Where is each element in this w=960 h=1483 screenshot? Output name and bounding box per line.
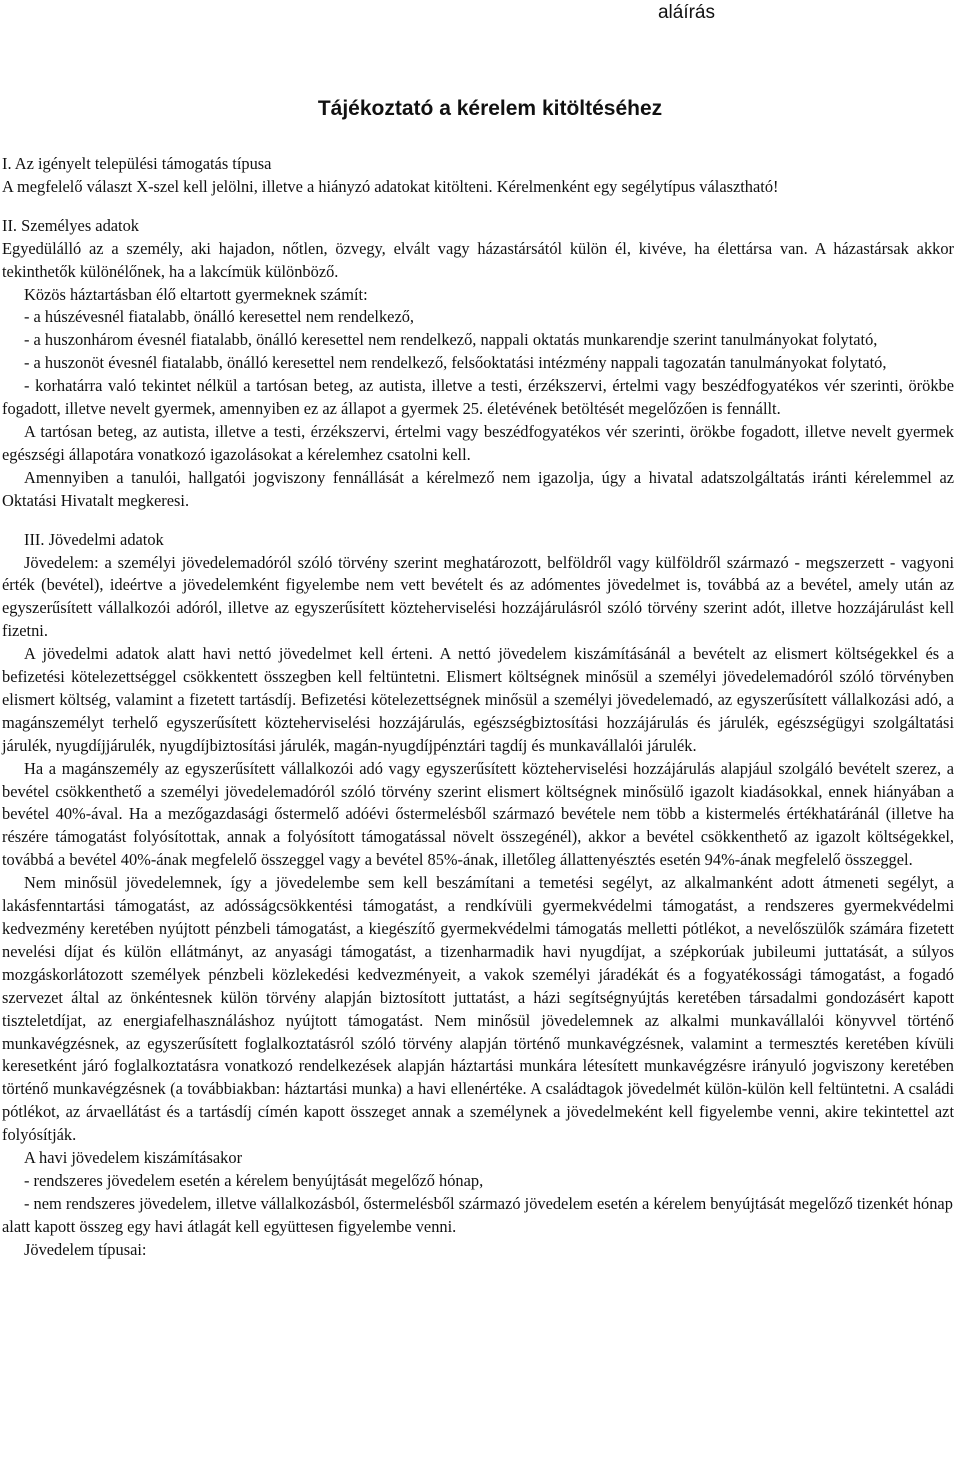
section-3-dash-2: - nem rendszeres jövedelem, illetve vállalkozásból, őstermelésből származó jövedelem esetén a kérelem benyújtását megelőző tizenkét hónap [24,1193,953,1213]
section-3-paragraph-6: alatt kapott összeg egy havi átlagát kell együttesen figyelembe venni. [2,1216,457,1236]
section-2-dash-4: - korhatárra való tekintet nélkül a tartósan beteg, az autista, illetve a testi, érzékszervi, értelmi vagy beszédfogyatékos vér szerinti, örökbe fogadott, illetve nevelt gyermek, amennyiben ez az állapot a gyermek 25. életévének betöltését megelőzően is fennállt. [2,376,954,419]
section-3-paragraph-7: Jövedelem típusai: [24,1239,147,1259]
page-title-text: Tájékoztató a kérelem kitöltéséhez [317,97,663,120]
section-3-dash-1: - rendszeres jövedelem esetén a kérelem benyújtását megelőző hónap, [24,1170,484,1190]
section-2-paragraph-2: Közös háztartásban élő eltartott gyermeknek számít: [24,284,368,304]
section-3-paragraph-5: A havi jövedelem kiszámításakor [24,1148,243,1168]
section-2-heading: II. Személyes adatok [2,215,139,235]
document-body [2,153,954,1262]
section-1-heading: I. Az igényelt települési támogatás típusa [2,154,272,173]
section-3-paragraph-4: Nem minősül jövedelemnek, így a jövedelembe sem kell beszámítani a temetési segélyt, az alkalmanként adott átmeneti segélyt, a lakásfenntartási támogatást, az adósságcsökkentési támogatást, a rendkívüli gyermekvédelmi támogatást, a rendszeres gyermekvédelmi kedvezmény keretében nyújtott pénzbeli támogatást, a kiegészítő gyermekvédelmi támogatás melletti pótlékot, a nevelőszülők számára fizetett nevelési díjat és külön ellátmányt, az anyasági támogatást, a tizenharmadik havi nyugdíjat, a szépkorúak jubileumi juttatását, a súlyos mozgáskorlátozott személyek pénzbeli közlekedési kedvezményeit, a vakok személyi járadékát és a fogyatékossági támogatást, a fogadó szervezet által az önkéntesnek külön törvény alapján biztosított juttatást, a házi segítségnyújtás keretében társadalmi gondozásért kapott tiszteletdíjat, az energiafelhasználáshoz nyújtott támogatást. Nem minősül jövedelemnek az alkalmi munkavállalói könyvvel történő munkavégzésnek, az egyszerűsített foglalkoztatásról szóló törvény alapján történő munkavégzésnek, valamint a termesztés keretében kívüli keresetként járó foglalkoztatásra vonatkozó rendelkezések alapján háztartási munkára létesített munkavégzésre irányuló jogviszony keretében történő munkavégzésnek (a továbbiakban: háztartási munka) a havi ellenértéke. A családtagok jövedelmét külön-külön kell feltüntetni. A családi pótlékot, az árvaellátást és a tartásdíj címén kapott összeget annak a személynek a jövedelmeként kell figyelembe venni, akire tekintettel azt folyósítják. [2,873,954,1145]
section-2-paragraph-1: Egyedülálló az a személy, aki hajadon, nőtlen, özvegy, elvált vagy házastársától külön él, kivéve, ha élettársa van. A házastársak akkor tekinthetők különélőnek, ha a lakcímük különböző. [2,238,954,281]
section-2-dash-3: - a huszonöt évesnél fiatalabb, önálló keresettel nem rendelkező, felsőoktatási intézmény nappali tagozatán tanulmányokat folytató, [24,353,887,373]
section-3-heading: III. Jövedelmi adatok [24,529,164,549]
section-3-paragraph-2: A jövedelmi adatok alatt havi nettó jövedelmet kell érteni. A nettó jövedelem kiszámításánál a bevételt az elismert költségekkel és a befizetési kötelezettséggel csökkentett összegben kell feltüntetni. Elismert költségnek minősül a személyi jövedelemadóról szóló törvényben elismert költség, valamint a fizetett tartásdíj. Befizetési kötelezettségnek minősül a személyi jövedelemadó, az egyszerűsített vállalkozási adó, a magánszemélyt terhelő egyszerűsített közteherviselési hozzájárulás, egészségbiztosítási hozzájárulás és járulék, egészségügyi szolgáltatási járulék, nyugdíjjárulék, nyugdíjbiztosítási járulék, magán-nyugdíjpénztári tagdíj és munkavállalói járulék. [2,644,954,755]
section-1-paragraph: A megfelelő választ X-szel kell jelölni, illetve a hiányzó adatokat kitölteni. Kérelmenként egy segélytípus választható! [2,176,779,196]
section-3-paragraph-1: Jövedelem: a személyi jövedelemadóról szóló törvény szerint meghatározott, belföldről vagy külföldről származó - megszerzett - vagyoni érték (bevétel), ideértve a jövedelemként figyelembe nem vett bevételt és az adómentes jövedelmet is, továbbá az a bevétel, amely után az egyszerűsített vállalkozói adóról, illetve az egyszerűsített közteherviselési hozzájárulásról szóló törvény szerint adót, illetve hozzájárulást kell fizetni. [2,552,954,641]
page-title [0,97,960,121]
section-2-dash-2: - a huszonhárom évesnél fiatalabb, önálló keresettel nem rendelkező, nappali oktatás munkarendje szerint tanulmányokat folytató, [24,330,878,350]
section-3-paragraph-3: Ha a magánszemély az egyszerűsített vállalkozói adó vagy egyszerűsített közteherviselési hozzájárulás alapjául szolgáló bevételt szerez, a bevétel csökkenthető a személyi jövedelemadóról szóló törvény szerint elismert költségnek minősülő igazolt kiadásokkal, ennek hiányában a bevétel 40%-ával. Ha a mezőgazdasági őstermelő adóévi őstermelésből származó bevétele nem több a kistermelés értékhatáránál (illetve ha részére támogatást folyósítottak, annak a folyósított támogatással növelt összegénél), akkor a bevétel csökkenthető az igazolt költségekkel, továbbá a bevétel 40%-ának megfelelő összeggel vagy a bevétel 85%-ának, illetőleg állattenyésztés esetén 94%-ának megfelelő összeggel. [2,758,954,870]
section-2-paragraph-4: Amennyiben a tanulói, hallgatói jogviszony fennállását a kérelmező nem igazolja, úgy a hivatal adatszolgáltatás iránti kérelemmel az Oktatási Hivatalt megkeresi. [2,467,954,510]
section-2-paragraph-3: A tartósan beteg, az autista, illetve a testi, érzékszervi, értelmi vagy beszédfogyatékos vér szerinti, örökbe fogadott, illetve nevelt gyermek egészségi állapotára vonatkozó igazolásokat a kérelemhez csatolni kell. [2,421,954,464]
signature-label: aláírás [657,2,715,23]
section-2-dash-1: - a húszévesnél fiatalabb, önálló keresettel nem rendelkező, [24,307,415,327]
